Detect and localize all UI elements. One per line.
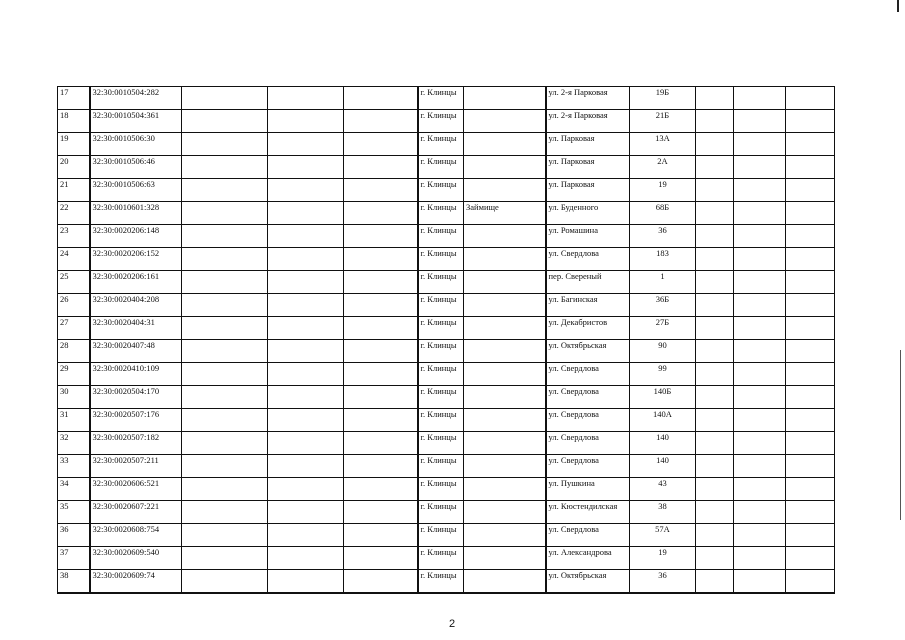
empty-cell (182, 340, 268, 363)
street-cell: ул. Свердлова (546, 248, 630, 271)
empty-cell (182, 570, 268, 594)
locality-cell (464, 225, 546, 248)
house-number-cell: 36 (630, 570, 696, 594)
empty-cell (696, 110, 734, 133)
locality-cell (464, 87, 546, 110)
empty-cell (734, 363, 786, 386)
table-row (58, 455, 835, 478)
empty-cell (734, 340, 786, 363)
city-cell: г. Клинцы (418, 271, 464, 294)
row-number: 38 (58, 570, 90, 594)
cadastral-number: 32:30:0020609:74 (90, 570, 182, 594)
empty-cell (696, 455, 734, 478)
empty-cell (268, 524, 344, 547)
row-number: 27 (58, 317, 90, 340)
empty-cell (344, 570, 418, 594)
street-cell: ул. Парковая (546, 156, 630, 179)
cadastral-number: 32:30:0010506:46 (90, 156, 182, 179)
empty-cell (734, 570, 786, 594)
empty-cell (268, 294, 344, 317)
street-cell: ул. Кюстендилская (546, 501, 630, 524)
empty-cell (696, 179, 734, 202)
empty-cell (734, 317, 786, 340)
city-cell: г. Клинцы (418, 225, 464, 248)
street-cell: ул. Пушкина (546, 478, 630, 501)
empty-cell (182, 409, 268, 432)
cadastral-number: 32:30:0020507:182 (90, 432, 182, 455)
table-row (58, 547, 835, 570)
cadastral-number: 32:30:0010506:30 (90, 133, 182, 156)
empty-cell (268, 501, 344, 524)
empty-cell (344, 271, 418, 294)
cadastral-number: 32:30:0020606:521 (90, 478, 182, 501)
cadastral-number: 32:30:0020404:208 (90, 294, 182, 317)
empty-cell (734, 133, 786, 156)
empty-cell (344, 110, 418, 133)
empty-cell (268, 547, 344, 570)
city-cell: г. Клинцы (418, 478, 464, 501)
locality-cell (464, 156, 546, 179)
locality-cell (464, 409, 546, 432)
house-number-cell: 19Б (630, 87, 696, 110)
table-row (58, 524, 835, 547)
table-row (58, 271, 835, 294)
street-cell: ул. Декабристов (546, 317, 630, 340)
empty-cell (696, 501, 734, 524)
table-row (58, 478, 835, 501)
empty-cell (344, 133, 418, 156)
locality-cell (464, 363, 546, 386)
house-number-cell: 21Б (630, 110, 696, 133)
empty-cell (268, 87, 344, 110)
street-cell: ул. Буденного (546, 202, 630, 225)
house-number-cell: 140 (630, 432, 696, 455)
locality-cell (464, 248, 546, 271)
cadastral-number: 32:30:0020507:211 (90, 455, 182, 478)
empty-cell (182, 524, 268, 547)
empty-cell (344, 455, 418, 478)
empty-cell (696, 248, 734, 271)
street-cell: ул. Свердлова (546, 455, 630, 478)
table-row (58, 133, 835, 156)
empty-cell (734, 87, 786, 110)
empty-cell (182, 110, 268, 133)
city-cell: г. Клинцы (418, 110, 464, 133)
city-cell: г. Клинцы (418, 156, 464, 179)
empty-cell (734, 501, 786, 524)
house-number-cell: 57А (630, 524, 696, 547)
row-number: 25 (58, 271, 90, 294)
empty-cell (182, 294, 268, 317)
cadastral-number: 32:30:0020608:754 (90, 524, 182, 547)
empty-cell (344, 547, 418, 570)
empty-cell (734, 524, 786, 547)
empty-cell (786, 156, 835, 179)
empty-cell (734, 547, 786, 570)
empty-cell (344, 432, 418, 455)
row-number: 30 (58, 386, 90, 409)
row-number: 21 (58, 179, 90, 202)
street-cell: ул. Октябрьская (546, 340, 630, 363)
row-number: 17 (58, 87, 90, 110)
empty-cell (786, 133, 835, 156)
empty-cell (268, 248, 344, 271)
locality-cell (464, 271, 546, 294)
locality-cell (464, 340, 546, 363)
empty-cell (696, 409, 734, 432)
street-cell: ул. Парковая (546, 179, 630, 202)
house-number-cell: 2А (630, 156, 696, 179)
empty-cell (268, 386, 344, 409)
table-body (58, 87, 835, 594)
empty-cell (786, 363, 835, 386)
empty-cell (786, 478, 835, 501)
empty-cell (344, 478, 418, 501)
street-cell: ул. Багинская (546, 294, 630, 317)
cadastral-number: 32:30:0020206:148 (90, 225, 182, 248)
empty-cell (786, 87, 835, 110)
empty-cell (734, 248, 786, 271)
house-number-cell: 183 (630, 248, 696, 271)
row-number: 28 (58, 340, 90, 363)
empty-cell (182, 386, 268, 409)
empty-cell (268, 156, 344, 179)
table-row (58, 432, 835, 455)
city-cell: г. Клинцы (418, 524, 464, 547)
table-row (58, 248, 835, 271)
empty-cell (786, 501, 835, 524)
row-number: 34 (58, 478, 90, 501)
empty-cell (182, 87, 268, 110)
empty-cell (734, 432, 786, 455)
city-cell: г. Клинцы (418, 133, 464, 156)
house-number-cell: 38 (630, 501, 696, 524)
table-row (58, 202, 835, 225)
table-row (58, 156, 835, 179)
empty-cell (182, 202, 268, 225)
empty-cell (344, 409, 418, 432)
city-cell: г. Клинцы (418, 340, 464, 363)
city-cell: г. Клинцы (418, 202, 464, 225)
house-number-cell: 140 (630, 455, 696, 478)
house-number-cell: 90 (630, 340, 696, 363)
empty-cell (182, 455, 268, 478)
empty-cell (182, 271, 268, 294)
empty-cell (344, 386, 418, 409)
empty-cell (696, 202, 734, 225)
house-number-cell: 36 (630, 225, 696, 248)
row-number: 29 (58, 363, 90, 386)
row-number: 32 (58, 432, 90, 455)
cadastral-number: 32:30:0020206:161 (90, 271, 182, 294)
table-row (58, 294, 835, 317)
empty-cell (734, 225, 786, 248)
empty-cell (696, 156, 734, 179)
city-cell: г. Клинцы (418, 455, 464, 478)
city-cell: г. Клинцы (418, 409, 464, 432)
house-number-cell: 43 (630, 478, 696, 501)
row-number: 19 (58, 133, 90, 156)
page-number: 2 (449, 618, 456, 630)
empty-cell (696, 570, 734, 594)
locality-cell (464, 317, 546, 340)
house-number-cell: 13А (630, 133, 696, 156)
empty-cell (268, 409, 344, 432)
house-number-cell: 19 (630, 179, 696, 202)
house-number-cell: 68Б (630, 202, 696, 225)
table-row (58, 340, 835, 363)
table-row (58, 179, 835, 202)
empty-cell (786, 179, 835, 202)
empty-cell (734, 202, 786, 225)
table-row (58, 409, 835, 432)
empty-cell (344, 340, 418, 363)
locality-cell (464, 133, 546, 156)
locality-cell (464, 294, 546, 317)
empty-cell (696, 547, 734, 570)
empty-cell (734, 478, 786, 501)
house-number-cell: 19 (630, 547, 696, 570)
street-cell: пер. Свереный (546, 271, 630, 294)
row-number: 18 (58, 110, 90, 133)
empty-cell (344, 87, 418, 110)
empty-cell (734, 294, 786, 317)
street-cell: ул. Свердлова (546, 386, 630, 409)
empty-cell (182, 363, 268, 386)
row-number: 26 (58, 294, 90, 317)
empty-cell (734, 409, 786, 432)
street-cell: ул. Октябрьская (546, 570, 630, 594)
empty-cell (268, 432, 344, 455)
street-cell: ул. Свердлова (546, 363, 630, 386)
empty-cell (268, 271, 344, 294)
empty-cell (344, 156, 418, 179)
city-cell: г. Клинцы (418, 570, 464, 594)
empty-cell (182, 501, 268, 524)
locality-cell: Займище (464, 202, 546, 225)
empty-cell (786, 570, 835, 594)
street-cell: ул. Свердлова (546, 432, 630, 455)
table-row (58, 87, 835, 110)
house-number-cell: 36Б (630, 294, 696, 317)
cadastral-number: 32:30:0020607:221 (90, 501, 182, 524)
locality-cell (464, 501, 546, 524)
empty-cell (182, 432, 268, 455)
row-number: 37 (58, 547, 90, 570)
empty-cell (344, 202, 418, 225)
empty-cell (268, 317, 344, 340)
city-cell: г. Клинцы (418, 248, 464, 271)
empty-cell (786, 455, 835, 478)
cadastral-number: 32:30:0010504:361 (90, 110, 182, 133)
table-row (58, 570, 835, 594)
table-row (58, 225, 835, 248)
row-number: 22 (58, 202, 90, 225)
row-number: 31 (58, 409, 90, 432)
street-cell: ул. 2-я Парковая (546, 110, 630, 133)
empty-cell (344, 501, 418, 524)
empty-cell (344, 248, 418, 271)
empty-cell (696, 225, 734, 248)
empty-cell (696, 87, 734, 110)
empty-cell (696, 271, 734, 294)
empty-cell (786, 202, 835, 225)
table-row (58, 110, 835, 133)
empty-cell (344, 294, 418, 317)
empty-cell (786, 225, 835, 248)
row-number: 35 (58, 501, 90, 524)
empty-cell (344, 524, 418, 547)
empty-cell (268, 478, 344, 501)
street-cell: ул. Свердлова (546, 409, 630, 432)
empty-cell (268, 455, 344, 478)
locality-cell (464, 570, 546, 594)
house-number-cell: 99 (630, 363, 696, 386)
empty-cell (786, 432, 835, 455)
empty-cell (344, 225, 418, 248)
city-cell: г. Клинцы (418, 547, 464, 570)
locality-cell (464, 386, 546, 409)
house-number-cell: 1 (630, 271, 696, 294)
empty-cell (786, 294, 835, 317)
empty-cell (734, 110, 786, 133)
city-cell: г. Клинцы (418, 87, 464, 110)
empty-cell (786, 110, 835, 133)
locality-cell (464, 110, 546, 133)
empty-cell (182, 179, 268, 202)
scan-edge-mark (897, 0, 899, 12)
street-cell: ул. 2-я Парковая (546, 87, 630, 110)
city-cell: г. Клинцы (418, 363, 464, 386)
cadastral-number: 32:30:0010504:282 (90, 87, 182, 110)
table-row (58, 501, 835, 524)
empty-cell (182, 248, 268, 271)
city-cell: г. Клинцы (418, 386, 464, 409)
empty-cell (786, 547, 835, 570)
street-cell: ул. Александрова (546, 547, 630, 570)
empty-cell (182, 478, 268, 501)
land-plot-table (57, 86, 835, 594)
empty-cell (182, 133, 268, 156)
empty-cell (268, 179, 344, 202)
empty-cell (182, 156, 268, 179)
row-number: 23 (58, 225, 90, 248)
cadastral-number: 32:30:0020609:540 (90, 547, 182, 570)
empty-cell (786, 386, 835, 409)
empty-cell (268, 340, 344, 363)
empty-cell (344, 179, 418, 202)
table-row (58, 317, 835, 340)
cadastral-number: 32:30:0020206:152 (90, 248, 182, 271)
city-cell: г. Клинцы (418, 317, 464, 340)
house-number-cell: 27Б (630, 317, 696, 340)
empty-cell (344, 363, 418, 386)
locality-cell (464, 478, 546, 501)
empty-cell (182, 225, 268, 248)
cadastral-number: 32:30:0010506:63 (90, 179, 182, 202)
street-cell: ул. Парковая (546, 133, 630, 156)
city-cell: г. Клинцы (418, 432, 464, 455)
table-row (58, 386, 835, 409)
empty-cell (696, 524, 734, 547)
scan-edge-line (900, 350, 901, 520)
empty-cell (268, 133, 344, 156)
empty-cell (696, 340, 734, 363)
row-number: 20 (58, 156, 90, 179)
cadastral-number: 32:30:0010601:328 (90, 202, 182, 225)
empty-cell (344, 317, 418, 340)
locality-cell (464, 547, 546, 570)
cadastral-number: 32:30:0020410:109 (90, 363, 182, 386)
empty-cell (696, 478, 734, 501)
locality-cell (464, 524, 546, 547)
empty-cell (734, 271, 786, 294)
empty-cell (268, 110, 344, 133)
locality-cell (464, 179, 546, 202)
empty-cell (696, 317, 734, 340)
row-number: 36 (58, 524, 90, 547)
empty-cell (786, 409, 835, 432)
empty-cell (734, 179, 786, 202)
empty-cell (786, 248, 835, 271)
empty-cell (182, 547, 268, 570)
empty-cell (734, 156, 786, 179)
empty-cell (696, 432, 734, 455)
empty-cell (734, 386, 786, 409)
empty-cell (786, 317, 835, 340)
empty-cell (696, 363, 734, 386)
street-cell: ул. Ромашина (546, 225, 630, 248)
table-row (58, 363, 835, 386)
street-cell: ул. Свердлова (546, 524, 630, 547)
empty-cell (786, 524, 835, 547)
empty-cell (268, 570, 344, 594)
empty-cell (786, 271, 835, 294)
row-number: 24 (58, 248, 90, 271)
city-cell: г. Клинцы (418, 294, 464, 317)
empty-cell (268, 202, 344, 225)
cadastral-number: 32:30:0020407:48 (90, 340, 182, 363)
locality-cell (464, 455, 546, 478)
locality-cell (464, 432, 546, 455)
empty-cell (696, 133, 734, 156)
cadastral-number: 32:30:0020507:176 (90, 409, 182, 432)
empty-cell (182, 317, 268, 340)
empty-cell (696, 386, 734, 409)
empty-cell (268, 225, 344, 248)
empty-cell (696, 294, 734, 317)
empty-cell (268, 363, 344, 386)
city-cell: г. Клинцы (418, 501, 464, 524)
empty-cell (734, 455, 786, 478)
house-number-cell: 140Б (630, 386, 696, 409)
empty-cell (786, 340, 835, 363)
house-number-cell: 140А (630, 409, 696, 432)
cadastral-number: 32:30:0020404:31 (90, 317, 182, 340)
row-number: 33 (58, 455, 90, 478)
cadastral-number: 32:30:0020504:170 (90, 386, 182, 409)
city-cell: г. Клинцы (418, 179, 464, 202)
